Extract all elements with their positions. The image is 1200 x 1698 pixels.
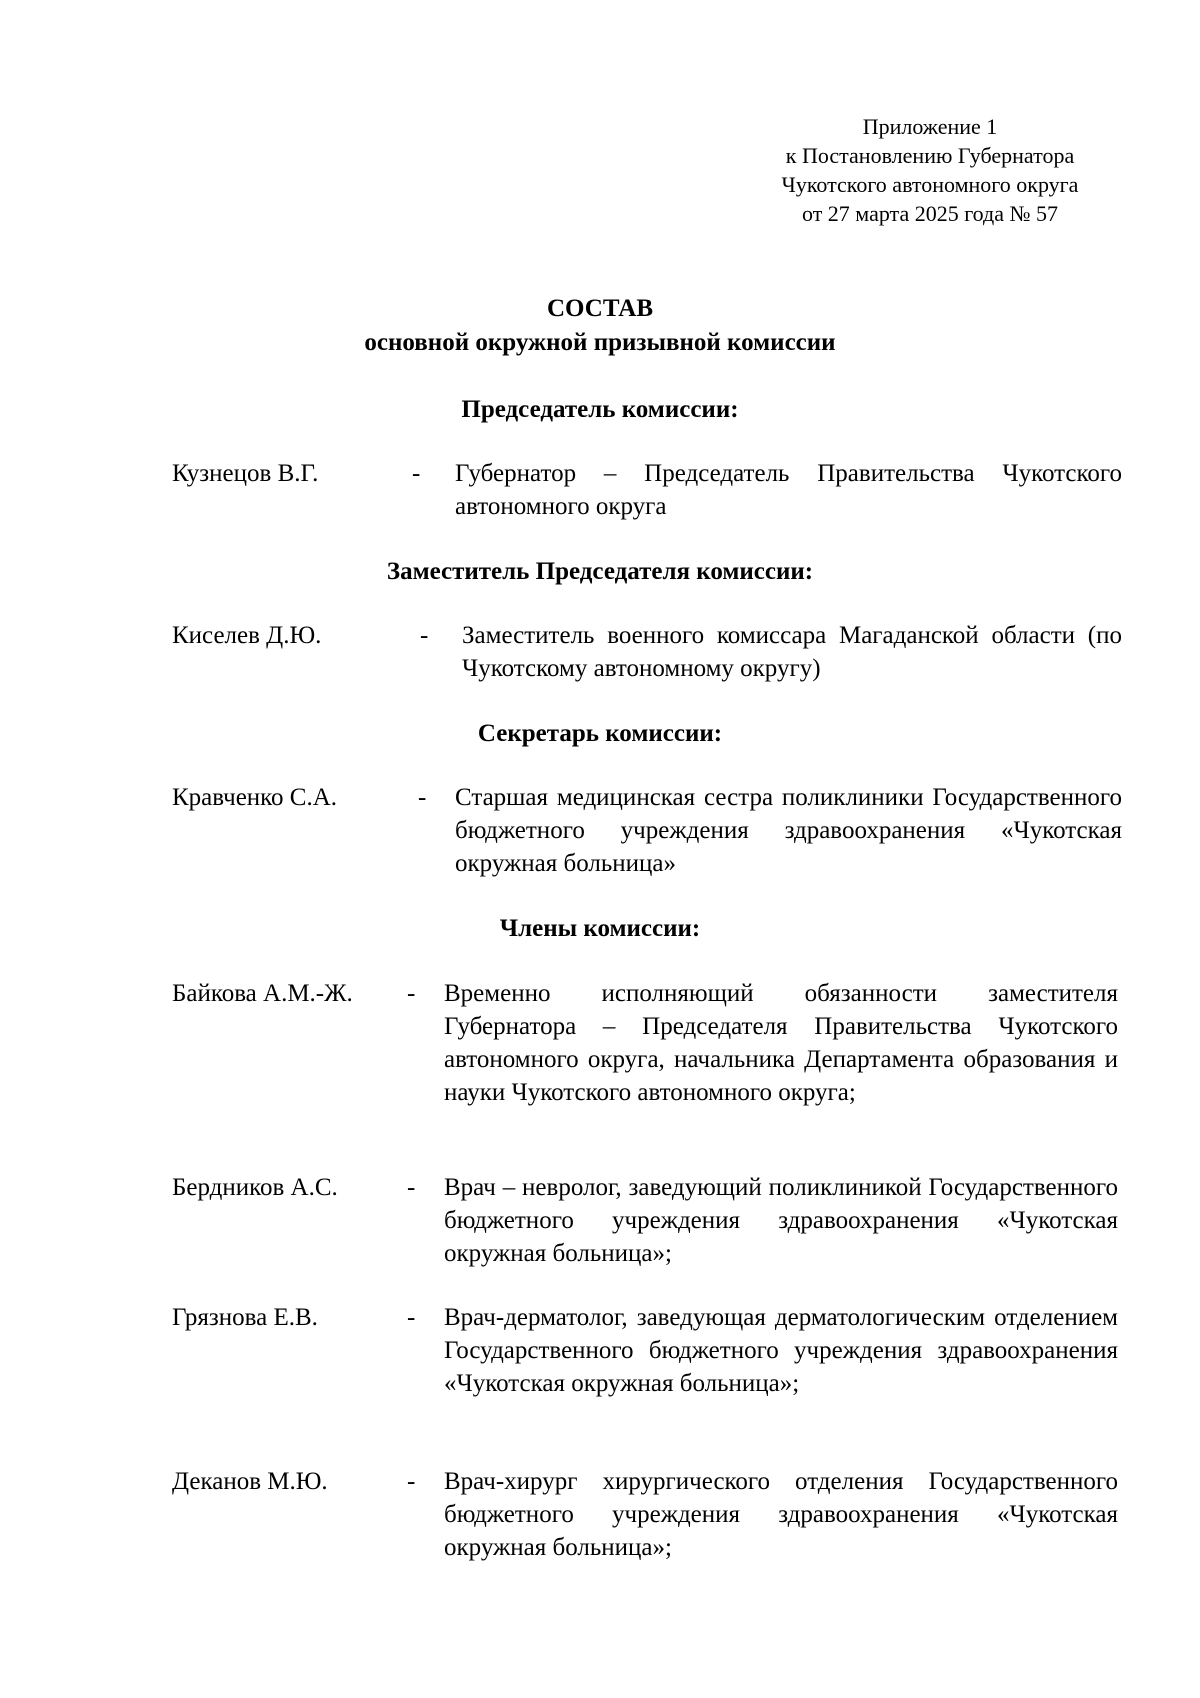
member-entry [172, 781, 1122, 885]
member-role: Старшая медицинская сестра поликлиники Государственного бюджетного учреждения здравоохранения «Чукотская окружная больница» [455, 784, 1122, 877]
member-name: Грязнова Е.В. [172, 1304, 318, 1331]
title-subtitle: основной окружной призывной комиссии [364, 329, 836, 356]
member-role: Врач-дерматолог, заведующая дерматологическим отделением Государственного бюджетного учреждения здравоохранения «Чукотская окружная больница»; [444, 1304, 1118, 1397]
appendix-date: от 27 марта 2025 года № 57 [801, 201, 1058, 226]
member-name: Кравченко С.А. [172, 784, 338, 811]
member-name: Деканов М.Ю. [172, 1468, 328, 1495]
member-dash: - [418, 784, 427, 811]
member-dash: - [407, 1468, 416, 1495]
heading-members: Члены комиссии: [499, 915, 701, 942]
member-entry [172, 457, 1122, 527]
appendix-region: Чукотского автономного округа [781, 172, 1079, 197]
member-dash: - [407, 1304, 416, 1331]
member-entry [172, 1171, 1122, 1275]
member-entry [172, 977, 1122, 1147]
member-entry [172, 619, 1122, 689]
title-main: СОСТАВ [546, 295, 654, 322]
member-role: Врач-хирург хирургического отделения Государственного бюджетного учреждения здравоохранения «Чукотская окружная больница»; [444, 1468, 1118, 1561]
member-name: Бердников А.С. [172, 1174, 338, 1201]
member-role: Временно исполняющий обязанности заместителя Губернатора – Председателя Правительства Чукотского автономного округа, начальника Департамента образования и науки Чукотского автономного округа; [444, 980, 1118, 1106]
member-entry [172, 1465, 1122, 1569]
appendix-block [730, 112, 1130, 228]
member-entry [172, 1301, 1122, 1439]
member-dash: - [407, 1174, 416, 1201]
member-role: Врач – невролог, заведующий поликлиникой Государственного бюджетного учреждения здравоохранения «Чукотская окружная больница»; [444, 1174, 1118, 1267]
member-dash: - [412, 460, 421, 487]
heading-chairman: Председатель комиссии: [461, 396, 739, 423]
member-role: Губернатор – Председатель Правительства Чукотского автономного округа [455, 460, 1122, 520]
member-name: Киселев Д.Ю. [172, 622, 322, 649]
appendix-resolution-ref: к Постановлению Губернатора [785, 143, 1075, 168]
heading-deputy: Заместитель Председателя комиссии: [386, 558, 814, 585]
appendix-number: Приложение 1 [862, 114, 998, 139]
heading-secretary: Секретарь комиссии: [477, 720, 723, 747]
member-dash: - [407, 980, 416, 1007]
document-title [0, 292, 1200, 360]
member-role: Заместитель военного комиссара Магаданской области (по Чукотскому автономному округу) [462, 622, 1122, 682]
member-dash: - [420, 622, 429, 649]
member-name: Байкова А.М.-Ж. [172, 980, 353, 1007]
member-name: Кузнецов В.Г. [172, 460, 319, 487]
